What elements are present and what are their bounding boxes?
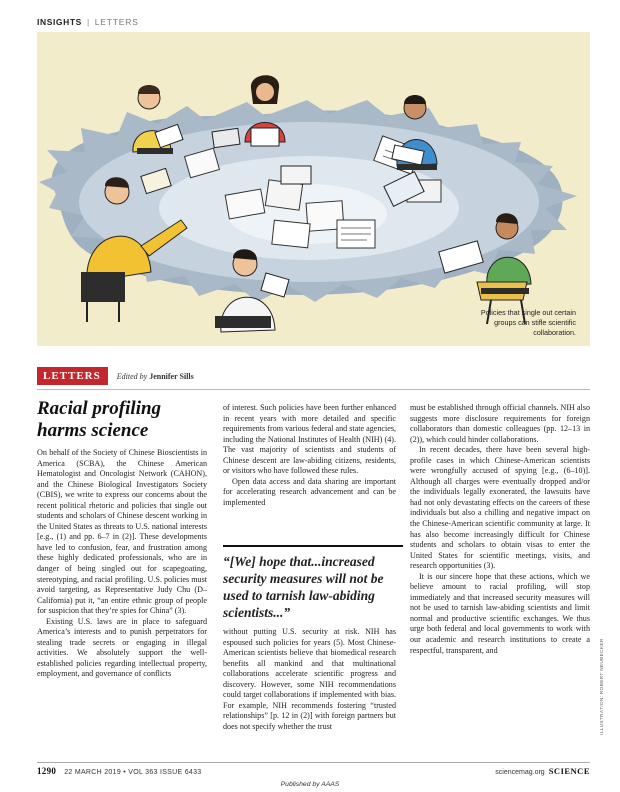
journal-name: SCIENCE	[548, 766, 590, 776]
paragraph: In recent decades, there have been several high-profile cases in which Chinese-American scientists were wrongfully accused of spying [e.g., (6–10)]. Although all charges were eventually dropped and/or the individuals legally exonerated, the lawsuits have had not only devastating effects on the careers of these individuals but also a chilling and negative impact on the Chinese-American scientific community at large. It has also become increasingly difficult for Chinese students and scholars to obtain visas to enter the United States for scientific meetings, visits, and research opportunities (3).	[410, 445, 590, 571]
column-1	[37, 448, 207, 680]
illustration	[37, 32, 590, 346]
column-3	[410, 403, 590, 656]
article-title: Racial profiling harms science	[37, 398, 162, 441]
edited-prefix: Edited by	[116, 371, 148, 381]
paragraph: On behalf of the Society of Chinese Bioscientists in America (SCBA), the Chinese American Hematologist and Oncologist Network (CAHON), and the Chinese Biological Investigators Society (CBIS), we write to express our concerns about the recent political rhetoric and policies that single out students and scholars of Chinese descent working in the United States as threats to U.S. national interests [e.g., (1) and pp. 6–7 in (2)]. These developments have led to confusion, fear, and frustration among these highly dedicated professionals, who are in danger of being singled out for scapegoating, stereotyping, and racial profiling. U.S. policies must avoid targeting, as Representative Judy Chu (D–California) put it, “an entire ethnic group of people for suspicion that they’re spies for China” (3).	[37, 448, 207, 616]
footer-left	[37, 766, 202, 776]
section-header	[37, 17, 139, 27]
editor-name: Jennifer Sills	[149, 371, 194, 381]
column-2-bottom	[223, 627, 396, 732]
edited-by	[117, 372, 194, 381]
paragraph: must be established through official channels. NIH also suggests more disclosure requirements for foreign collaborators than domestic colleagues (pp. 12–13 in (2)), which could hinder collaborations.	[410, 403, 590, 444]
illustration-credit: ILLUSTRATION: ROBERT NEUBECKER	[600, 638, 605, 735]
paragraph: Existing U.S. laws are in place to safeguard America’s interests and to punish perpetrators for stealing trade secrets or engaging in illegal activities. We absolutely support the well-established policies regarding intellectual property, employment, and governance of conflicts	[37, 616, 207, 679]
paragraph: of interest. Such policies have been further enhanced in recent years with more detailed and specific requirements from various federal and state agencies, including the National Institutes of Health (NIH) (4). The vast majority of scientists and students of Chinese descent are law-abiding citizens, residents, or visitors who have followed these rules.	[223, 403, 396, 476]
letters-banner	[37, 367, 194, 385]
header-separator: |	[86, 17, 90, 27]
section-rule	[37, 389, 590, 390]
pull-quote-text: “[We] hope that...increased security measures will not be used to tarnish law-abiding scientists...”	[223, 554, 384, 620]
column-2-top	[223, 403, 396, 508]
illustration-caption: Policies that single out certain groups can stifle scientific collaboration.	[480, 308, 576, 337]
page-number: 1290	[37, 766, 57, 776]
footer-rule	[37, 762, 590, 763]
subsection-label: LETTERS	[94, 17, 139, 27]
issue-info: 22 MARCH 2019 • VOL 363 ISSUE 6433	[64, 769, 202, 776]
paragraph: Open data access and data sharing are important for accelerating research advancement and can be implemented	[223, 476, 396, 507]
pull-quote	[223, 545, 403, 621]
meeting-table-illustration	[37, 32, 590, 346]
paragraph: It is our sincere hope that these actions, which we believe amount to racial profiling, will stop immediately and that increased security measures will not be used to tarnish law-abiding scientists and limit normal and productive scientific exchanges. We thus urge both federal and local governments to work with our academic and research institutions to create a respectful, transparent, and	[410, 571, 590, 655]
footer-right	[495, 766, 590, 776]
paragraph: without putting U.S. security at risk. NIH has espoused such policies for years (5). Most Chinese-American scientists believe that biomedical research benefits all mankind and that multinational collaborations accelerate scientific progress and discovery. However, some NIH recommendations could target collaborations if implemented with bias. For example, NIH recommends fostering “trusted relationships” [p. 12 in (2)] with foreign partners but does not specify whether the trust	[223, 627, 396, 731]
published-by: Published by AAAS	[280, 781, 340, 788]
letters-tag: LETTERS	[37, 367, 108, 385]
section-label: INSIGHTS	[37, 17, 82, 27]
site-url: sciencemag.org	[495, 769, 545, 776]
